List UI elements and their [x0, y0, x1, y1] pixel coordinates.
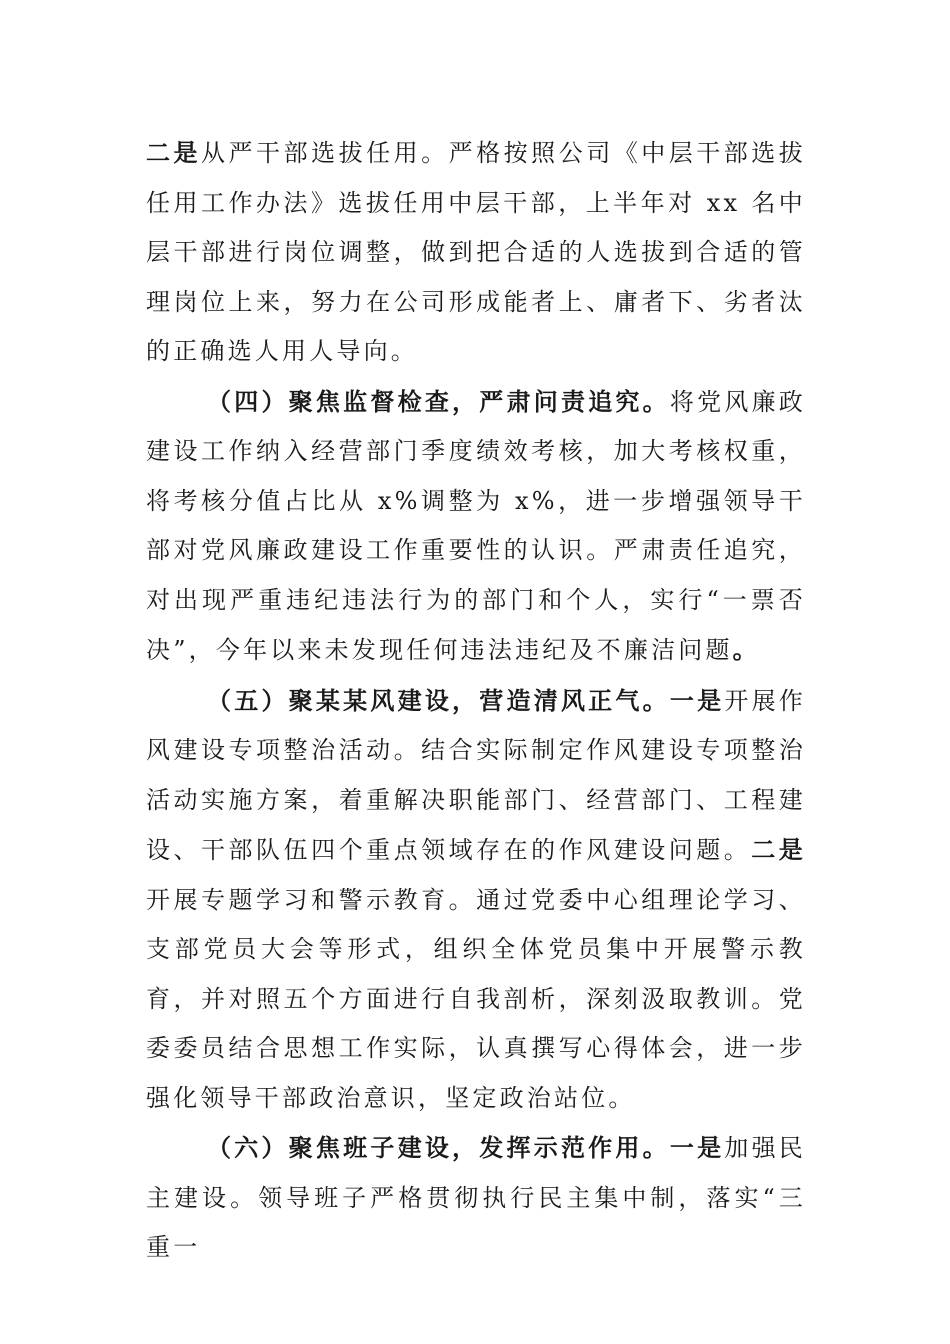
paragraph-text: 开展专题学习和警示教育。通过党委中心组理论学习、支部党员大会等形式，组织全体党员集中开展警示教育，并对照五个方面进行自我剖析，深刻汲取教训。党委委员结合思想工作实际，认真撰写心得体会，进一步强化领导干部政治意识，坚定政治站位。 [146, 885, 806, 1112]
section-heading: （四）聚焦监督检查，严肃问责追究。 [207, 386, 670, 416]
paragraph-lead: 一是 [669, 685, 725, 715]
paragraph-text: 加强民主建设。领导班子严格贯彻执行民主集中制，落实“三重一 [146, 1134, 806, 1261]
document-body [146, 128, 806, 1273]
paragraph-supervision [146, 377, 806, 676]
paragraph-text: 从严干部选拔任用。严格按照公司《中层干部选拔任用工作办法》选拔任用中层干部，上半年对 xx 名中层干部进行岗位调整，做到把合适的人选拔到合适的管理岗位上来，努力在公司形成能者上、庸者下、劣者汰的正确选人用人导向。 [146, 139, 806, 365]
paragraph-lead: 一是 [669, 1133, 725, 1162]
paragraph-lead: 二是 [146, 138, 202, 167]
paragraph-end-mark: 。 [732, 635, 760, 664]
paragraph-text: 开展作风建设专项整治活动。结合实际制定作风建设专项整治活动实施方案，着重解决职能部门、经营部门、工程建设、干部队伍四个重点领域存在的作风建设问题。 [146, 686, 806, 864]
section-heading: （五）聚某某风建设，营造清风正气。 [207, 685, 670, 715]
paragraph-cadre-selection [146, 128, 806, 377]
paragraph-lead: 二是 [751, 835, 806, 864]
paragraph-work-style [146, 676, 806, 1124]
section-heading: （六）聚焦班子建设，发挥示范作用。 [207, 1133, 670, 1162]
paragraph-text: 将党风廉政建设工作纳入经营部门季度绩效考核，加大考核权重，将考核分值占比从 x%调整为 x%，进一步增强领导干部对党风廉政建设工作重要性的认识。严肃责任追究，对出现严重违纪违法行为的部门和个人，实行“一票否决”，今年以来未发现任何违法违纪及不廉洁问题 [146, 387, 807, 664]
paragraph-leadership [146, 1123, 806, 1273]
